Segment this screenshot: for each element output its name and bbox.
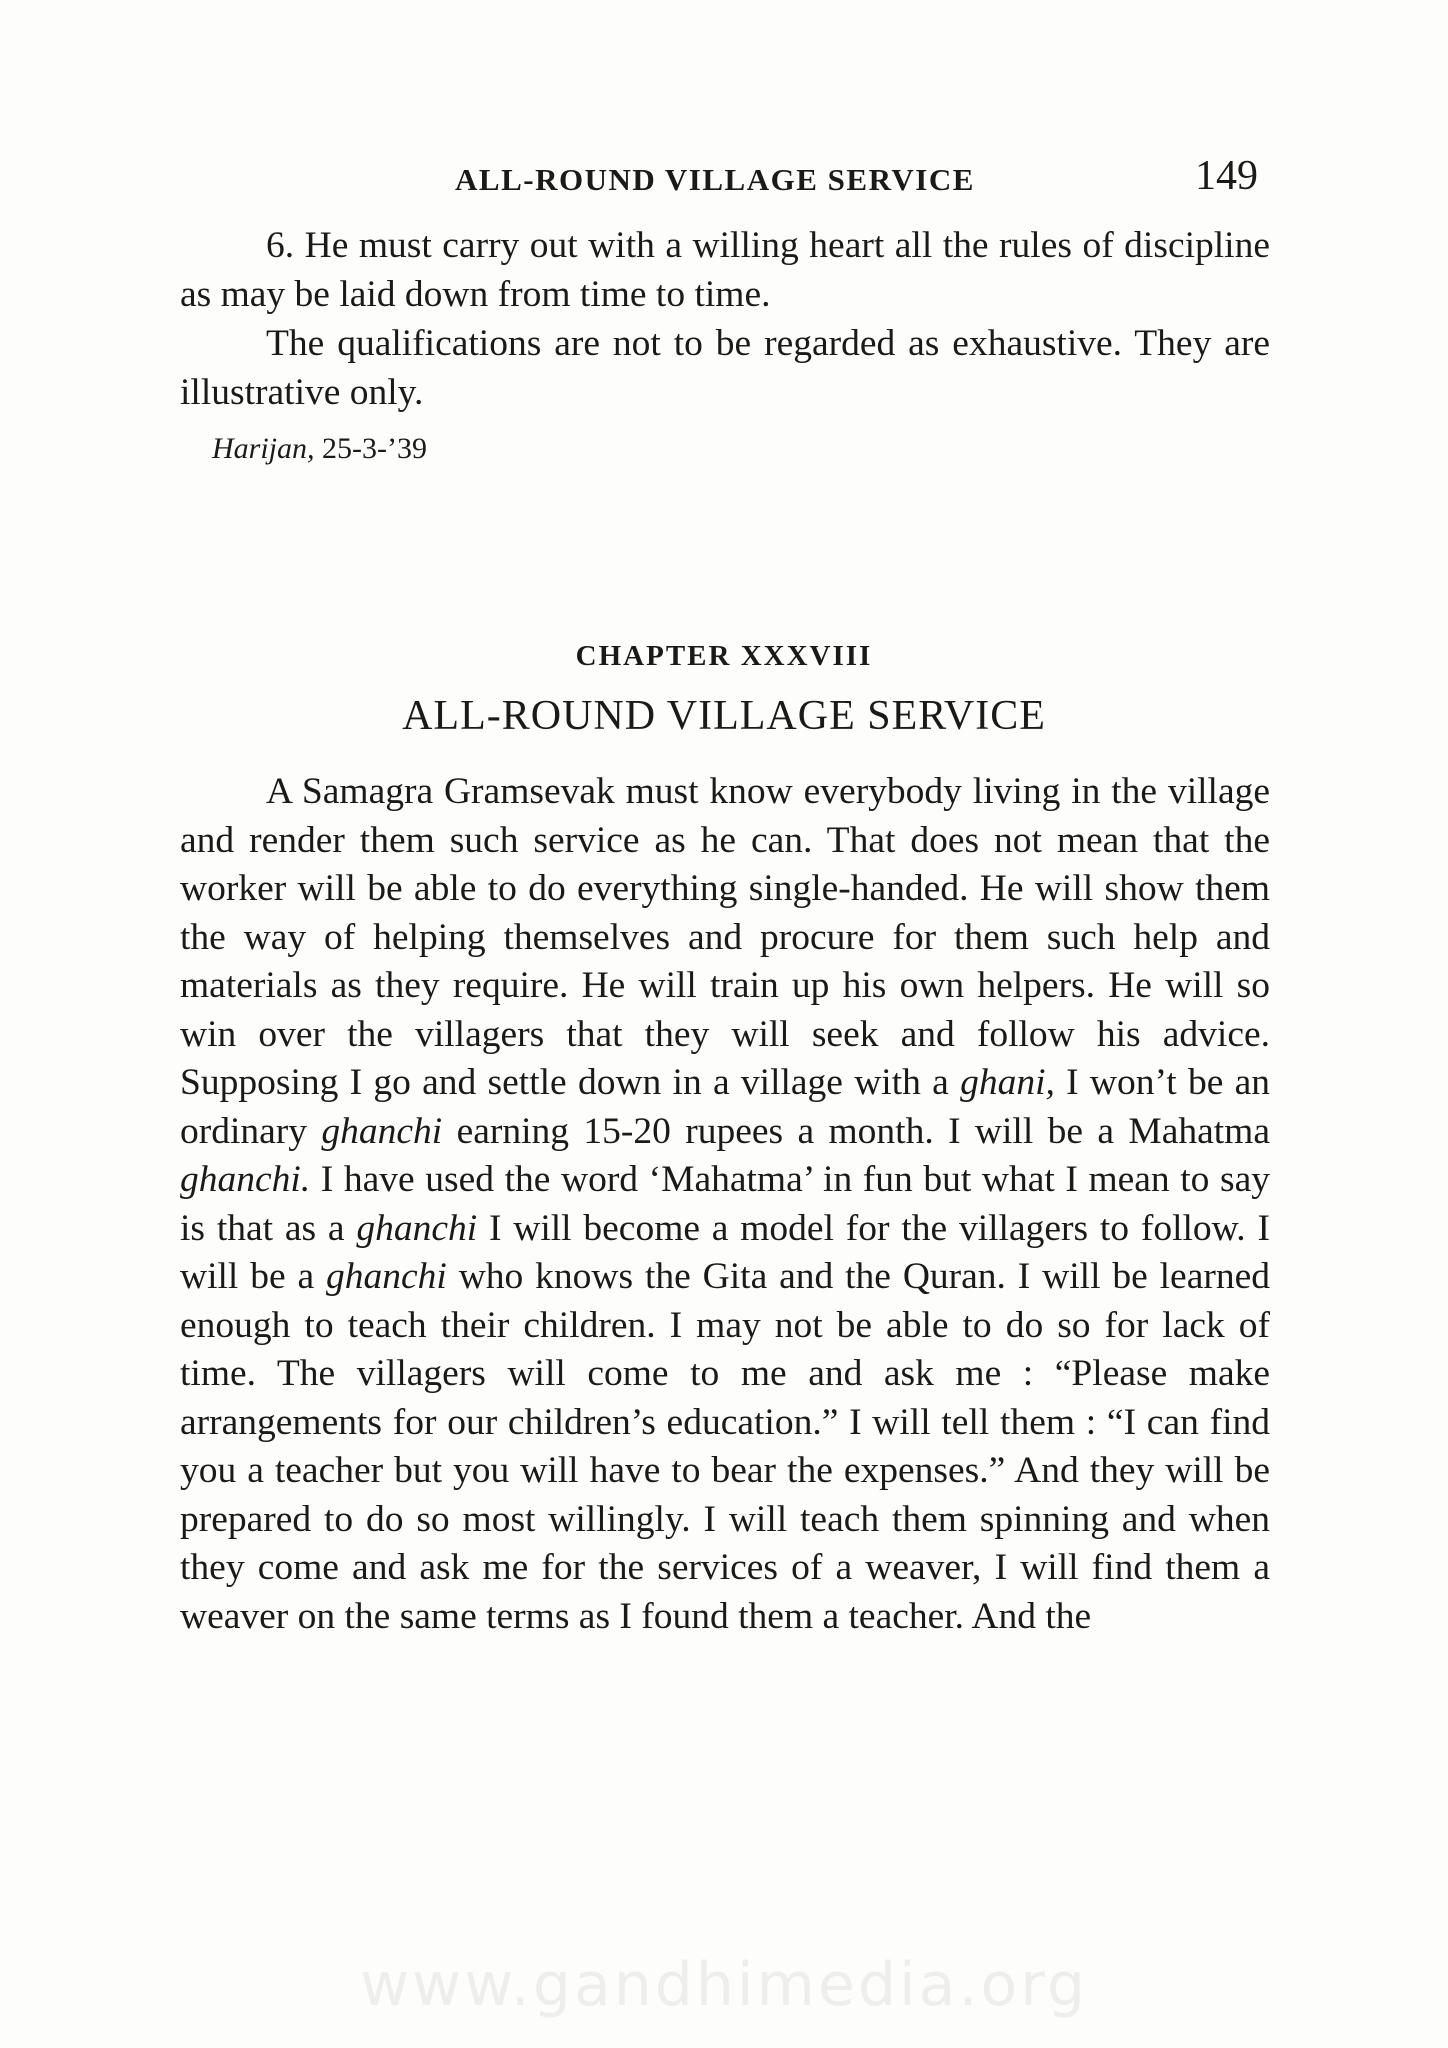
body-italic-term: ghanchi bbox=[356, 1207, 478, 1249]
body-text-run: A Samagra Gramsevak must know everybody living in the village and render them such service as he can. That does not mean that the worker will be able to do everything single-handed. He will show them the way of helping themselves and procure for them such help and materials as they require. He will train up his own helpers. He will so win over the villagers that they will seek and follow his advice. Supposing I go and settle down in a village with a bbox=[180, 771, 1270, 1103]
body-italic-term: ghanchi bbox=[321, 1110, 443, 1152]
body-italic-term: ghanchi. bbox=[180, 1159, 311, 1200]
body-text-run: who knows the Gita and the Quran. I will be learned enough to teach their children. I may not be able to do so for lack of time. The villagers will come to me and ask me : “Please make arrangements for our children’s education.” I will tell them : “I can find you a teacher but you will have to bear the expenses.” And they will be prepared to do so most willingly. I will teach them spinning and when they come and ask me for the services of a weaver, I will find them a weaver on the same terms as I found them a teacher. And the bbox=[180, 1256, 1270, 1637]
body-italic-term: ghanchi bbox=[326, 1256, 447, 1297]
chapter-label: CHAPTER XXXVIII bbox=[575, 640, 873, 672]
watermark: www.gandhimedia.org bbox=[360, 1950, 1088, 2020]
running-head bbox=[180, 148, 1270, 204]
body-text-run: I won’t be an ordinary bbox=[180, 1062, 1271, 1152]
paragraph-qualifications: The qualifications are not to be regarded as exhaustive. They are illustrative only. bbox=[180, 323, 1270, 413]
page-number: 149 bbox=[1195, 153, 1258, 199]
running-title: ALL-ROUND VILLAGE SERVICE bbox=[455, 162, 975, 197]
source-date: 25-3-’39 bbox=[322, 432, 427, 465]
source-citation bbox=[212, 432, 427, 466]
chapter-title: ALL-ROUND VILLAGE SERVICE bbox=[402, 693, 1046, 739]
body-text-run: I have used the word ‘Mahatma’ in fun but what I mean to say is that as a bbox=[180, 1159, 1270, 1249]
body-text-run: earning 15-20 rupees a month. I will be a Mahatma bbox=[442, 1110, 1270, 1152]
body-italic-term: ghani, bbox=[960, 1062, 1055, 1103]
body-text-run: I will become a model for the villagers to follow. I will be a bbox=[180, 1207, 1270, 1297]
source-publication: Harijan, bbox=[212, 432, 315, 465]
chapter-body-paragraph bbox=[180, 768, 1270, 1641]
paragraph-rule-six: 6. He must carry out with a willing heart all the rules of discipline as may be laid down from time to time. bbox=[180, 225, 1270, 315]
